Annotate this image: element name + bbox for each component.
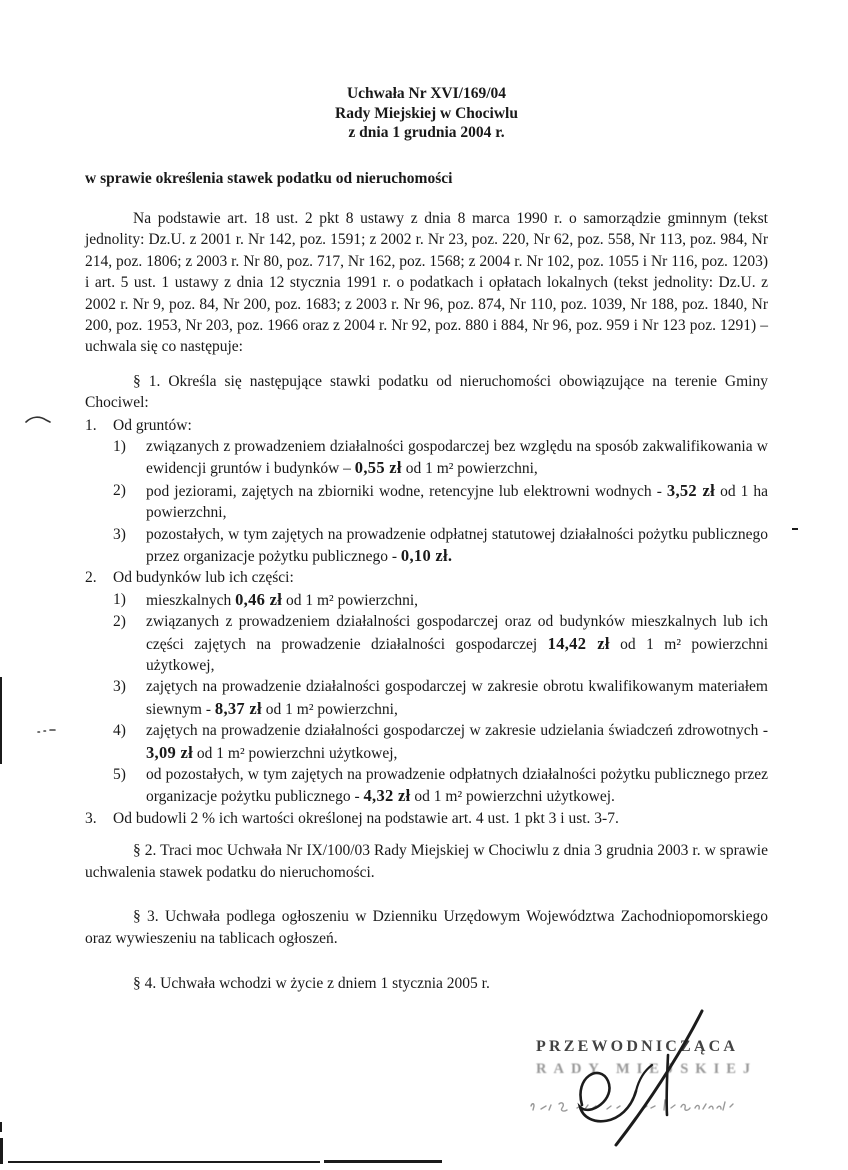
list-item (113, 589, 768, 611)
handwritten-signature (540, 1005, 740, 1155)
scan-edge-line-left (0, 677, 2, 764)
tax-rate-value: 3,52 zł (666, 480, 716, 500)
tax-rate-value: 0,55 zł (354, 458, 402, 478)
stamp-title-line: PRZEWODNICZĄCA (536, 1038, 739, 1055)
list-number: 4) (113, 722, 126, 740)
scan-bottom-line-2 (324, 1160, 442, 1163)
list-heading-text: Od budynków lub ich części: (113, 569, 294, 587)
list-heading-text: Od gruntów: (113, 416, 192, 434)
item-text: od 1 m² powierzchni użytkowej. (410, 788, 615, 806)
list-item (113, 524, 768, 568)
list-group-1-heading (85, 415, 768, 436)
tax-rate-value: 0,10 zł. (400, 546, 453, 565)
document-subject: w sprawie określenia stawek podatku od nieruchomości (85, 169, 453, 187)
item-text: od 1 ha powierzchni, (146, 482, 768, 522)
tax-rate-value: 4,32 zł (363, 786, 411, 806)
section-3-paragraph: § 3. Uchwała podlega ogłoszeniu w Dzienniku Urzędowym Województwa Zachodniopomorskiego oraz wywieszeniu na tablicach ogłoszeń. (85, 908, 768, 947)
tax-rate-value: 8,37 zł (214, 698, 262, 718)
preamble-paragraph: Na podstawie art. 18 ust. 2 pkt 8 ustawy z dnia 8 marca 1990 r. o samorządzie gminnym (tekst jednolity: Dz.U. z 2001 r. Nr 142, poz. 1591; z 2002 r. Nr 23, poz. 220, Nr 62, poz. 558, Nr 113, poz. 984, Nr 214, poz. 1806; z 2003 r. Nr 80, poz. 717, Nr 162, poz. 1568; z 2004 r. Nr 102, poz. 1055 i Nr 116, poz. 1203) i art. 5 ust. 1 ustawy z dnia 12 stycznia 1991 r. o podatkach i opłatach lokalnych (tekst jednolity: Dz.U. z 2002 r. Nr 9, poz. 84, Nr 200, poz. 1683; z 2003 r. Nr 96, poz. 874, Nr 110, poz. 1039, Nr 188, poz. 1840, Nr 200, poz. 1953, Nr 203, poz. 1966 oraz z 2004 r. Nr 92, poz. 880 i 884, Nr 96, poz. 959 i Nr 123 poz. 1291) – uchwala się co następuje: (85, 209, 768, 356)
item-text: zajętych na prowadzenie działalności gospodarczej w zakresie udzielania świadczeń zdrowotnych - (146, 722, 768, 740)
list-item (113, 720, 768, 764)
list-item-text (146, 764, 768, 808)
item-text: od 1 m² powierzchni, (401, 460, 538, 478)
list-item-text: Od budowli 2 % ich wartości określonej na podstawie art. 4 ust. 1 pkt 3 i ust. 3-7. (113, 809, 619, 827)
list-item-text (146, 676, 768, 720)
item-text: pozostałych, w tym zajętych na prowadzenie odpłatnej statutowej działalności pożytku publicznego przez organizacje pożytku publicznego - (146, 525, 768, 565)
list-item (113, 764, 768, 808)
list-number: 5) (113, 766, 126, 784)
list-item-buildings (85, 808, 768, 829)
title-line-2: Rady Miejskiej w Chociwlu (335, 104, 518, 122)
section-2-paragraph: § 2. Traci moc Uchwała Nr IX/100/03 Rady Miejskiej w Chociwlu z dnia 3 grudnia 2003 r. w sprawie uchwalenia stawek podatku do nieruchomości. (85, 842, 768, 881)
list-item (113, 611, 768, 676)
item-text: od 1 m² powierzchni, (261, 700, 398, 718)
title-line-1: Uchwała Nr XVI/169/04 (346, 85, 507, 102)
scan-bottom-line-1 (8, 1161, 320, 1163)
item-text: od 1 m² powierzchni, (282, 591, 419, 609)
list-item-text (146, 720, 768, 764)
item-text: pod jeziorami, zajętych na zbiorniki wodne, retencyjne lub elektrowni wodnych - (146, 482, 667, 500)
scan-artifact-dots (36, 726, 58, 736)
item-text: związanych z prowadzeniem działalności gospodarczej oraz od budynków mieszkalnych lub ich części zajętych na prowadzenie działalności gospodarczej (146, 613, 768, 653)
section-1-intro: § 1. Określa się następujące stawki podatku od nieruchomości obowiązujące na terenie Gminy Chociwel: (85, 372, 768, 412)
scan-edge-tick-bottom-1 (0, 1122, 2, 1132)
list-item-text (146, 436, 768, 480)
list-number: 3) (113, 678, 126, 696)
list-number: 1. (85, 416, 97, 434)
tax-rate-value: 14,42 zł (547, 633, 610, 653)
list-item-text (146, 589, 768, 611)
scan-speck-right (792, 528, 798, 530)
item-text: zajętych na prowadzenie działalności gospodarczej w zakresie obrotu kwalifikowanym materiałem siewnym - (146, 678, 768, 718)
list-item (113, 480, 768, 524)
item-text: od 1 m² powierzchni użytkowej, (146, 635, 769, 675)
scan-artifact-tilde (24, 413, 54, 427)
list-number: 3) (113, 525, 126, 543)
list-number: 2) (113, 481, 126, 499)
title-line-3: z dnia 1 grudnia 2004 r. (348, 124, 505, 141)
item-text: od 1 m² powierzchni użytkowej, (193, 744, 398, 762)
list-item (113, 676, 768, 720)
list-number: 2) (113, 613, 126, 631)
document-body (85, 84, 768, 994)
section-4-paragraph: § 4. Uchwała wchodzi w życie z dniem 1 stycznia 2005 r. (133, 974, 490, 992)
tax-rate-value: 0,46 zł (235, 589, 283, 609)
tax-rate-value: 3,09 zł (146, 742, 194, 762)
list-number: 3. (85, 809, 97, 827)
item-text: mieszkalnych (146, 591, 236, 609)
list-group-2-heading (85, 567, 768, 588)
list-number: 2. (85, 569, 97, 587)
document-title (85, 84, 768, 143)
list-item-text (146, 524, 768, 568)
item-text: związanych z prowadzeniem działalności gospodarczej bez względu na sposób zakwalifikowania w ewidencji gruntów i budynków – (146, 437, 768, 478)
list-item-text (146, 611, 768, 676)
list-item (113, 436, 768, 480)
item-text: od pozostałych, w tym zajętych na prowadzenie odpłatnych działalności pożytku publicznego przez organizacje pożytku publicznego - (146, 766, 768, 806)
list-item-text (146, 480, 768, 524)
list-number: 1) (113, 437, 126, 455)
scan-edge-tick-bottom-2 (0, 1138, 3, 1164)
list-number: 1) (113, 590, 126, 608)
stamp-council-line: RADY MIEJSKIEJ (536, 1061, 758, 1077)
